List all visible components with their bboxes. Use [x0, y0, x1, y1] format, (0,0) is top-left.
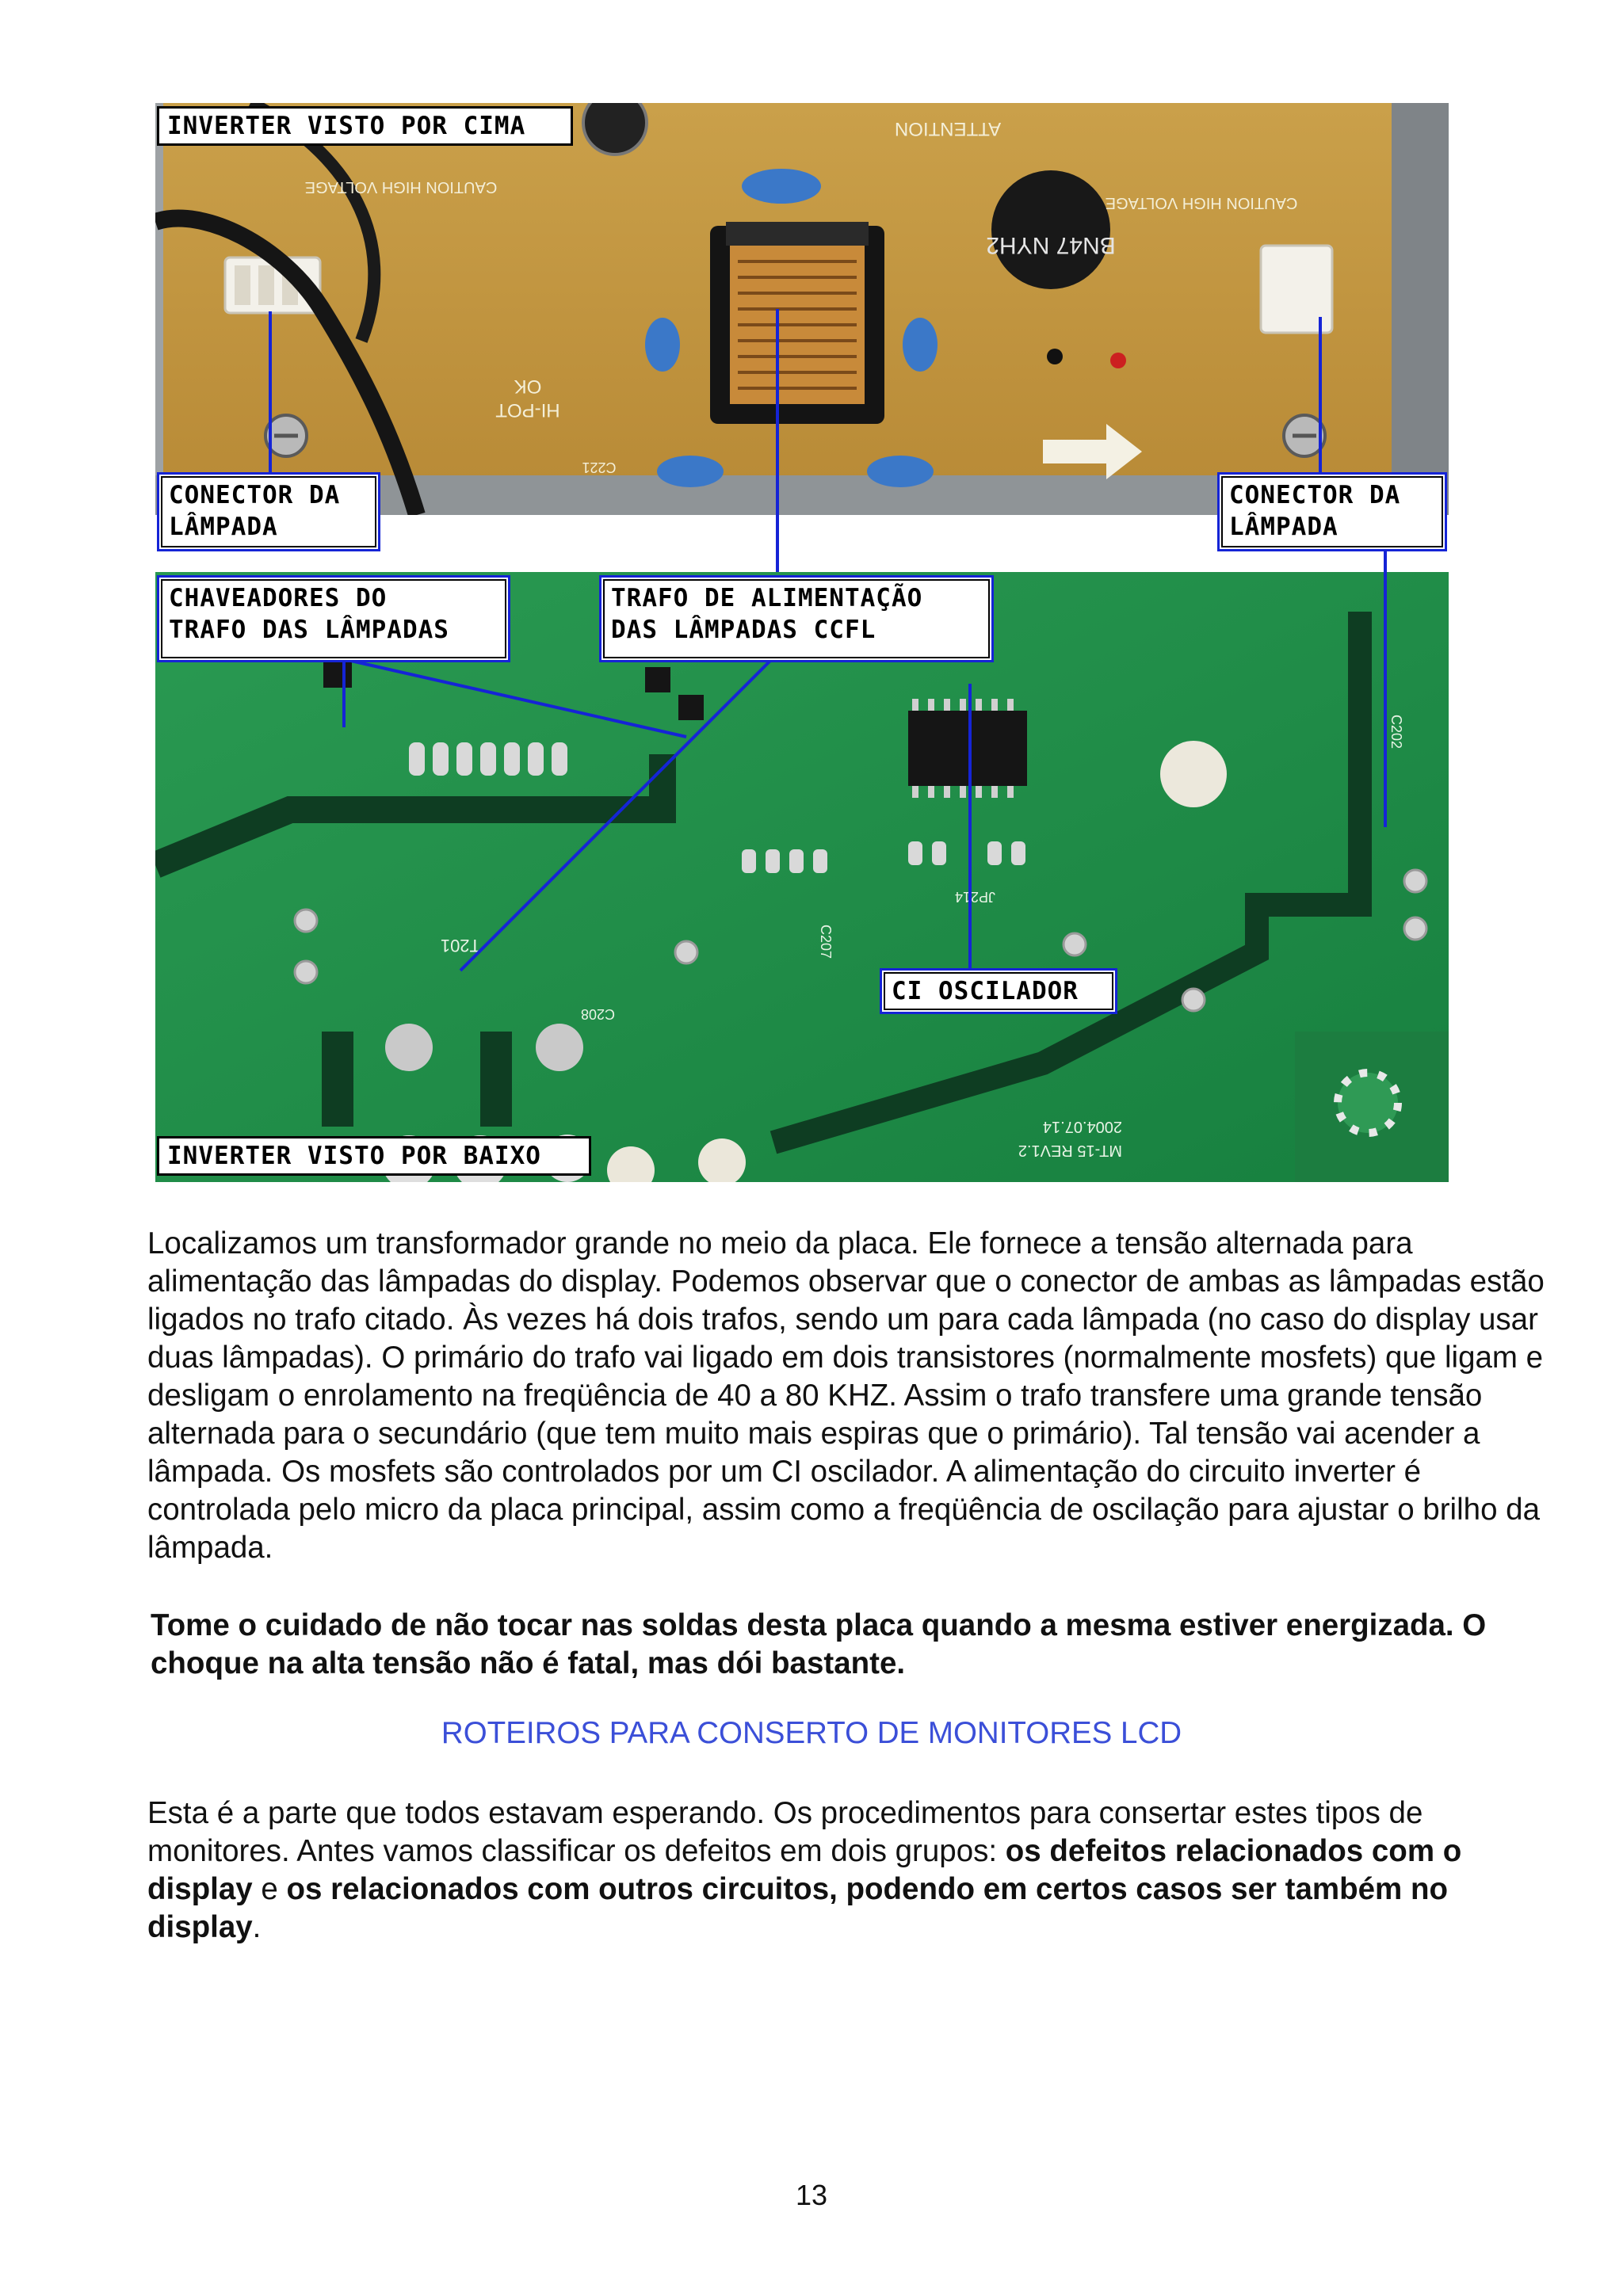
t201-marking: T201: [440, 936, 480, 955]
label-inverter-top: INVERTER VISTO POR CIMA: [157, 106, 573, 146]
coil-marking: BN47 NYH2: [986, 232, 1116, 258]
callout-transformer: TRAFO DE ALIMENTAÇÃO DAS LÂMPADAS CCFL: [599, 575, 994, 662]
attention-marking: ATTENTION: [894, 118, 1002, 139]
c208-marking: C208: [580, 1006, 615, 1022]
caution-right-marking: CAUTION HIGH VOLTAGE: [1105, 194, 1298, 212]
paragraph-procedures-part2: e: [252, 1872, 287, 1906]
hipot-marking: HI-POT: [495, 399, 560, 421]
ok-marking: OK: [514, 376, 542, 397]
paragraph-transformer: Localizamos um transformador grande no meio da placa. Ele fornece a tensão alternada para alimentação das lâmpadas do display. Podemos observar que o conector de ambas as lâmpadas estão ligados no trafo citado. Às vezes há dois trafos, sendo um para cada lâmpada (no caso do display usar duas lâmpadas). O primário do trafo vai ligado em dois transistores (normalmente mosfets) que ligam e desligam o enrolamento na freqüência de 40 a 80 KHZ. Assim o trafo transfere uma grande tensão alternada para o secundário (que tem muito mais espiras que o primário). Tal tensão vai acender a lâmpada. Os mosfets são controlados por um CI oscilador. A alimentação do circuito inverter é controlada pelo micro da placa principal, assim como a freqüência de oscilação para ajustar o brilho da lâmpada.: [147, 1226, 1545, 1565]
paragraph-procedures-bold2: os relacionados com outros circuitos, podendo em certos casos ser também no display: [147, 1872, 1449, 1944]
inverter-bottom-photo: [155, 572, 1449, 1182]
page-number: 13: [795, 2179, 828, 2211]
paragraph-procedures: [147, 1794, 1566, 1947]
warning-paragraph: Tome o cuidado de não tocar nas soldas desta placa quando a mesma estiver energizada. O choque na alta tensão não é fatal, mas dói bastante.: [151, 1608, 1487, 1680]
callout-switches: CHAVEADORES DO TRAFO DAS LÂMPADAS: [157, 575, 510, 662]
caution-left-marking: CAUTION HIGH VOLTAGE: [304, 178, 498, 196]
callout-connector-left: CONECTOR DA LÂMPADA: [157, 472, 380, 551]
jp214-marking: JP214: [954, 889, 995, 905]
paragraph-procedures-part3: .: [252, 1910, 262, 1944]
paragraph-procedures-part1: Esta é a parte que todos estavam esperando. Os procedimentos para consertar estes tipos de monitores. Antes vamos classificar os defeitos em dois grupos:: [147, 1796, 1423, 1868]
c202-marking: C202: [1388, 715, 1404, 749]
callout-connector-right: CONECTOR DA LÂMPADA: [1217, 472, 1447, 551]
label-inverter-bottom: INVERTER VISTO POR BAIXO: [157, 1136, 591, 1176]
callout-oscillator: CI OSCILADOR: [880, 968, 1117, 1014]
section-title: ROTEIROS PARA CONSERTO DE MONITORES LCD: [441, 1716, 1182, 1750]
c207-marking: C207: [818, 925, 834, 959]
rev-marking: MT-15 REV1.2: [1018, 1142, 1122, 1159]
date-marking: 2004.07.14: [1042, 1118, 1122, 1135]
c221-marking: C221: [582, 460, 617, 475]
inverter-top-photo: [155, 103, 1449, 515]
inverter-figure: [155, 103, 1449, 1182]
paragraph-procedures-bold1: os defeitos relacionados com o display: [147, 1834, 1462, 1906]
